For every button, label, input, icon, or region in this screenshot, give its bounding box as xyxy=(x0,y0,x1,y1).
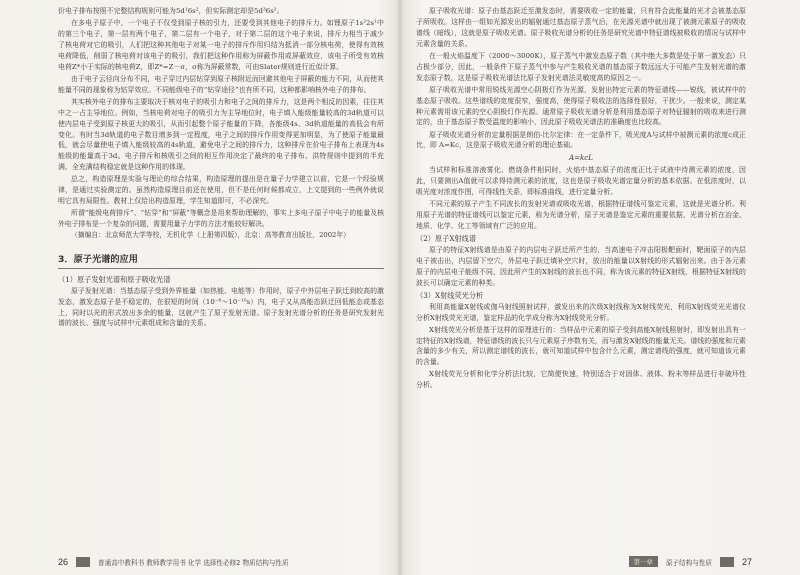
subsection-title: （1）原子发射光谱和原子吸收光谱 xyxy=(58,274,171,284)
paragraph: 其实核外电子的排布主要取决于核对电子的吸引力和电子之间的排斥力，这是两个相反的因素，往往其中之一占主导地位。例如，当核电荷对电子的吸引力为主导地位时，电子填入能级能量较高的3d轨道可以使内层电子受到原子核更大的吸引，从而引起整个原子能量的下降，各能级4s、3d轨道能量的高低会有所变化。有时当3d轨道的电子数目增多到一定程度，电子之间的排斥作用变得更加明显，为了使原子能量最低，就会尽量使电子填入能级较高的4s轨道，避免电子之间的排斥力，这种排斥在价电子排布上表现为4s能级的能量高于3d。电子排斥和核吸引之间的相互作用决定了最终的电子排布。洪特规则中提到的半充满、全充满结构稳定就是这种作用的体现。 xyxy=(58,97,384,172)
right-page xyxy=(416,6,746,551)
book-gutter xyxy=(396,0,404,575)
footer-bar-decoration xyxy=(76,557,90,567)
paragraph: 在一般火焰温度下（2000～3000K），原子蒸气中激发态原子数（其中绝大多数是处于第一激发态）只占极少部分，因此，一般条件下原子蒸气中参与产生吸收光谱的基态原子数远远大于可能产生发射光谱的激发态原子数，这是原子吸收光谱法比原子发射光谱法灵敏度高的原因之一。 xyxy=(416,51,746,82)
paragraph: 原子吸收光谱分析的定量根据是朗伯-比尔定律：在一定条件下，吸光度A与试样中被测元素的浓度c成正比，即 A=Kc，这是原子吸收光谱分析的理论基础。 xyxy=(416,130,746,150)
paragraph: 所谓“能级电荷排斥”、“钻穿”和“屏蔽”等概念是用来帮助理解的，事实上多电子原子中电子的能量及核外电子排布是一个复杂的问题，需要用量子力学的方法才能较好解决。 xyxy=(58,209,384,228)
paragraph: 由于电子云径向分布不同，电子穿过内层钻穿到原子核附近而回避其他电子屏蔽的能力不同，从而使其能量不同的现象称为钻穿效应。不同能级电子的“钻穿途径”也有所不同，这种都影响核外电子的排布。 xyxy=(58,74,384,94)
page-number: 26 xyxy=(58,557,69,567)
subsection-title: （3）X射线荧光分析 xyxy=(416,290,484,300)
chapter-label: 第一章 xyxy=(629,556,658,567)
paragraph: 原子的特征X射线谱是由原子的内层电子跃迁所产生的，当高速电子冲击阳极靶面时，靶面原子的内层电子被击出，内层留下空穴，外层电子跃迁填补空穴时，放出的能量以X射线的形式辐射出来。由于各元素原子的内层电子能级不同，因此所产生的X射线的波长也不同，称为该元素的特征X射线，根据特征X射线的波长可以确定元素的种类。 xyxy=(416,245,746,287)
citation: （摘编自：北京师范大学等校，无机化学（上册第四版），北京：高等教育出版社，2002年） xyxy=(71,231,350,240)
paragraph: X射线荧光分析是基于这样的原理进行的：当样品中元素的原子受到高能X射线照射时，即发射出具有一定特征的X射线谱，特征谱线的波长只与元素原子序数有关，而与激发X射线的能量无关。谱线的强度和元素含量的多少有关，所以测定谱线的波长，就可知道试样中包含什么元素，测定谱线的强度，就可知道该元素的含量。 xyxy=(416,325,746,367)
equation: A=kcL xyxy=(569,154,593,163)
footer-bar-decoration xyxy=(720,557,734,567)
paragraph: 原子发射光谱：当基态原子受到外界能量（如热能、电能等）作用时，原子中外层电子跃迁到较高的激发态，激发态原子是不稳定的，在很短的时间（10⁻⁸～10⁻¹⁰s）内，电子又从高能态跃迁回低能态或基态上，同时以光的形式放出多余的能量，这就产生了原子发射光谱。原子发射光谱分析的任务是研究发射光谱的波长、强度与试样中元素组成和含量的关系。 xyxy=(58,286,384,328)
paragraph: 不同元素的原子产生不同波长的发射光谱或吸收光谱，根据特征谱线可鉴定元素，这就是光谱分析。利用原子光谱的特征谱线可以鉴定元素，称为光谱分析，原子光谱是鉴定元素的重要依据，光谱分析在冶金、地质、化学、化工等领域有广泛的应用。 xyxy=(416,200,746,231)
page-number: 27 xyxy=(741,556,752,567)
paragraph: 总之，构造原理是实验与理论的综合结果，构造原理的提出是在量子力学建立以前，它是一个经验规律，是通过实验测定的。虽然构造原理目前还在使用，但不是任何时候都成立，上文提到的一些例外就说明它具有局限性。教材上仅给出构造原理，学生知道即可，不必深究。 xyxy=(58,175,384,206)
left-footer xyxy=(58,557,289,567)
section-divider xyxy=(58,268,384,269)
paragraph: 在多电子原子中，一个电子不仅受到原子核的引力，还要受到其他电子的排斥力。如锂原子1s²2s¹中的第三个电子，第一层有两个电子，第二层有一个电子，对于第二层的这个电子来说，排斥力相当于减少了核电荷对它的吸引，人们把这种其他电子对某一电子的排斥作用归结为抵消一部分核电荷，使得有效核电荷降低，削弱了核电荷对该电子的吸引，我们把这种作用称为屏蔽作用或屏蔽效应，该电子所受有效核电荷Z*小于实际的核电荷Z，即Z*=Z－σ，σ称为屏蔽常数，可由Slater规则进行近似计算。 xyxy=(58,19,384,71)
left-page xyxy=(58,6,384,551)
chapter-title: 原子结构与性质 xyxy=(665,558,712,567)
book-title: 普通高中教科书 教师教学用书 化学 选择性必修2 物质结构与性质 xyxy=(98,559,289,567)
paragraph: 价电子排布按照不完整结构规则可能为5d¹6s²，但实际测定却是5d³6s²。 xyxy=(58,7,284,15)
paragraph: X射线荧光分析和化学分析法比较，它简便快速，特别适合于对固体、液体、粉末等样品进行非破坏性分析。 xyxy=(416,370,746,390)
paragraph: 利用高能量X射线或伽马射线照射试样，激发出来的次级X射线称为X射线荧光，利用X射线荧光光谱仪分析X射线荧光光谱，鉴定样品的化学成分称为X射线荧光分析。 xyxy=(416,302,746,322)
right-footer xyxy=(629,556,752,567)
section-title: 3．原子光谱的应用 xyxy=(58,253,138,265)
paragraph: 原子吸收光谱：原子由基态跃迁至激发态时，需要吸收一定的能量，只有符合此能量的光才会被基态原子所吸收。这样由一组如光源发出的辐射通过基态原子蒸气后，在光源光谱中就出现了被测元素原子的吸收谱线（暗线），这就是原子吸收光谱。原子吸收光谱分析的任务是研究光谱中特征谱线被吸收的情况与试样中元素含量的关系。 xyxy=(416,7,746,48)
paragraph: 当试样和标准溶液雾化、燃烧条件相同时，火焰中基态原子的浓度正比于试液中待测元素的浓度，因此，只要测出A值就可以求得待测元素的浓度，这也是原子吸收光谱定量分析的基本依据。在低浓度时，以吸光度对浓度作图，可得线性关系，即标准曲线，进行定量分析。 xyxy=(416,166,746,197)
paragraph: 原子吸收光谱中常用锐线光源空心阴极灯作为光源，发射出特定元素的特征谱线——锐线，被试样中的基态原子吸收。这些谱线的宽度很窄，强度高，使得原子吸收法的选择性很好，干扰少。一般来说，测定某种元素需用该元素的空心阴极灯作光源。通常原子吸收光谱分析是利用基态原子对特征辐射的吸收来进行测定的，由于基态原子数受温度的影响小，因此原子吸收光谱法的准确度也比较高。 xyxy=(416,85,746,127)
subsection-title: （2）原子X射线谱 xyxy=(416,233,477,243)
